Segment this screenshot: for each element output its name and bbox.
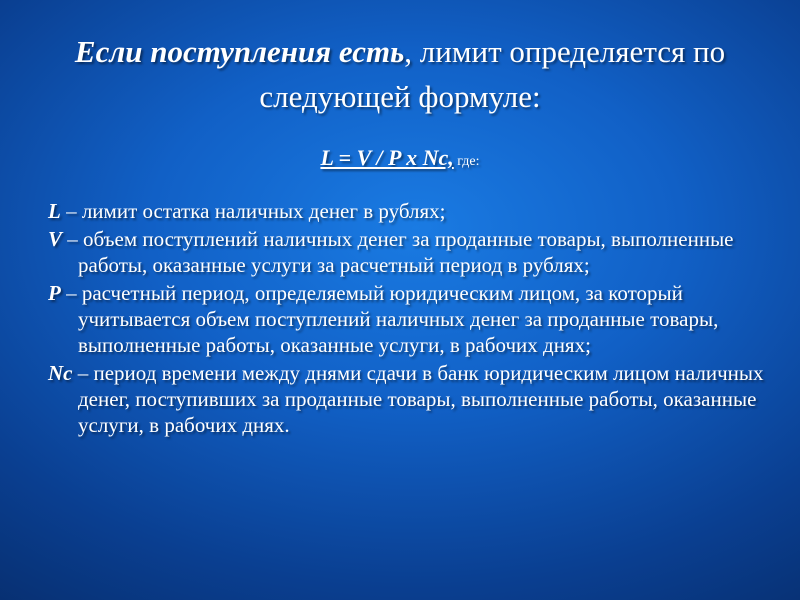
definitions-list [48, 198, 768, 440]
definition-nc [48, 360, 768, 438]
definition-symbol: L [48, 199, 61, 223]
formula [0, 144, 800, 176]
title-rest: , лимит определяется по следующей формуле: [259, 34, 726, 114]
definition-text: – лимит остатка наличных денег в рублях; [60, 199, 446, 223]
slide-title [20, 30, 780, 120]
definition-v [48, 226, 768, 278]
definition-symbol: P [48, 281, 61, 305]
title-emphasis: Если поступления есть [74, 34, 405, 69]
definition-symbol: Nc [48, 361, 73, 385]
definition-text: – период времени между днями сдачи в банк юридическим лицом наличных денег, поступивших за проданные товары, выполненные работы, оказанные услуги, в рабочих днях. [72, 361, 764, 437]
formula-expression: L = V / P x Nc, [320, 145, 454, 170]
definition-text: – расчетный период, определяемый юридическим лицом, за который учитывается объем поступлений наличных денег за проданные товары, выполненные работы, оказанные услуги, в рабочих днях; [60, 281, 719, 357]
definition-symbol: V [48, 227, 63, 251]
definition-p [48, 280, 768, 358]
definition-text: – объем поступлений наличных денег за проданные товары, выполненные работы, оказанные услуги за расчетный период в рублях; [62, 227, 734, 277]
formula-where: где: [453, 154, 480, 169]
definition-l [48, 198, 768, 224]
